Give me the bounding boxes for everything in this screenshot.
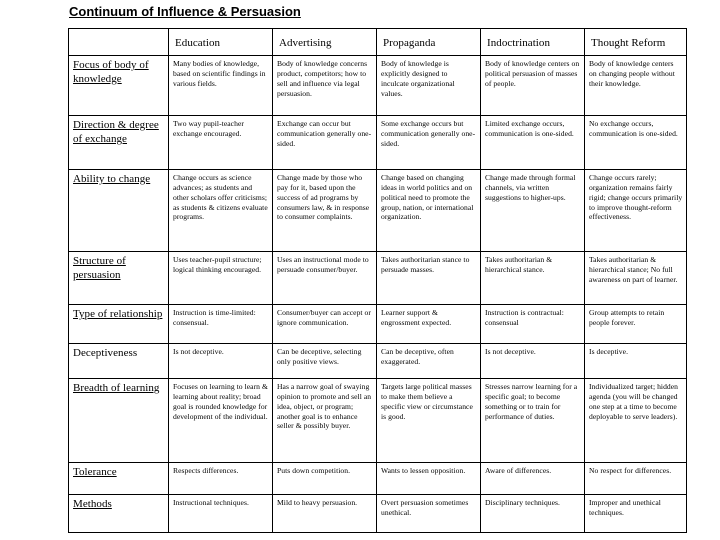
column-header-education: Education — [169, 29, 273, 56]
table-cell: No exchange occurs, communication is one-sided. — [585, 116, 687, 170]
continuum-table — [68, 28, 687, 533]
table-cell: Overt persuasion sometimes unethical. — [377, 495, 481, 533]
row-label: Methods — [69, 495, 169, 533]
table-cell: Consumer/buyer can accept or ignore communication. — [273, 305, 377, 344]
table-row — [69, 495, 687, 533]
table-cell: Group attempts to retain people forever. — [585, 305, 687, 344]
table-cell: Body of knowledge concerns product, competitors; how to sell and influence via legal persuasion. — [273, 56, 377, 116]
table-row — [69, 170, 687, 252]
table-cell: Change made by those who pay for it, based upon the success of ad programs by consumers law, & in response to consumer complaints. — [273, 170, 377, 252]
table-cell: Change occurs rarely; organization remains fairly rigid; change occurs primarily to improve thought-reform effectiveness. — [585, 170, 687, 252]
table-row — [69, 252, 687, 305]
row-label: Breadth of learning — [69, 379, 169, 463]
column-header-indoctrination: Indoctrination — [481, 29, 585, 56]
table-row — [69, 56, 687, 116]
column-header-thought-reform: Thought Reform — [585, 29, 687, 56]
table-cell: Disciplinary techniques. — [481, 495, 585, 533]
table-cell: Can be deceptive, often exaggerated. — [377, 344, 481, 379]
table-cell: No respect for differences. — [585, 463, 687, 495]
table-cell: Change occurs as science advances; as students and other scholars offer criticisms; as students & citizens evaluate programs. — [169, 170, 273, 252]
header-row — [69, 29, 687, 56]
row-label: Deceptiveness — [69, 344, 169, 379]
table-cell: Body of knowledge is explicitly designed to inculcate organizational values. — [377, 56, 481, 116]
table-cell: Takes authoritarian & hierarchical stance; No full awareness on part of learner. — [585, 252, 687, 305]
table-cell: Limited exchange occurs, communication is one-sided. — [481, 116, 585, 170]
row-label: Focus of body of knowledge — [69, 56, 169, 116]
table-cell: Many bodies of knowledge, based on scientific findings in various fields. — [169, 56, 273, 116]
table-cell: Two way pupil-teacher exchange encouraged. — [169, 116, 273, 170]
table-cell: Instruction is time-limited: consensual. — [169, 305, 273, 344]
table-cell: Improper and unethical techniques. — [585, 495, 687, 533]
table-cell: Uses an instructional mode to persuade consumer/buyer. — [273, 252, 377, 305]
table-cell: Has a narrow goal of swaying opinion to promote and sell an idea, object, or program; another goal is to enhance seller & possibly buyer. — [273, 379, 377, 463]
table-cell: Focuses on learning to learn & learning about reality; broad goal is rounded knowledge for development of the individual. — [169, 379, 273, 463]
table-cell: Some exchange occurs but communication generally one-sided. — [377, 116, 481, 170]
table-cell: Aware of differences. — [481, 463, 585, 495]
table-cell: Body of knowledge centers on political persuasion of masses of people. — [481, 56, 585, 116]
table-row — [69, 116, 687, 170]
table-row — [69, 305, 687, 344]
table-cell: Instruction is contractual: consensual — [481, 305, 585, 344]
column-header-propaganda: Propaganda — [377, 29, 481, 56]
table-cell: Learner support & engrossment expected. — [377, 305, 481, 344]
row-label: Direction & degree of exchange — [69, 116, 169, 170]
row-label: Ability to change — [69, 170, 169, 252]
table-cell: Takes authoritarian stance to persuade masses. — [377, 252, 481, 305]
row-label: Structure of persuasion — [69, 252, 169, 305]
page-title: Continuum of Influence & Persuasion — [69, 4, 301, 19]
table-cell: Change based on changing ideas in world politics and on political need to promote the group, nation, or international organization. — [377, 170, 481, 252]
row-label: Tolerance — [69, 463, 169, 495]
table-cell: Stresses narrow learning for a specific goal; to become something or to train for performance of duties. — [481, 379, 585, 463]
header-corner — [69, 29, 169, 56]
table-cell: Individualized target; hidden agenda (you will be changed one step at a time to become deployable to serve leaders). — [585, 379, 687, 463]
table-cell: Wants to lessen opposition. — [377, 463, 481, 495]
row-label: Type of relationship — [69, 305, 169, 344]
table-cell: Body of knowledge centers on changing people without their knowledge. — [585, 56, 687, 116]
table-row — [69, 463, 687, 495]
table-cell: Targets large political masses to make them believe a specific view or circumstance is good. — [377, 379, 481, 463]
table-cell: Is deceptive. — [585, 344, 687, 379]
table-cell: Instructional techniques. — [169, 495, 273, 533]
table-cell: Uses teacher-pupil structure; logical thinking encouraged. — [169, 252, 273, 305]
column-header-advertising: Advertising — [273, 29, 377, 56]
table-cell: Change made through formal channels, via written suggestions to higher-ups. — [481, 170, 585, 252]
table-row — [69, 344, 687, 379]
table-cell: Takes authoritarian & hierarchical stance. — [481, 252, 585, 305]
table-cell: Can be deceptive, selecting only positive views. — [273, 344, 377, 379]
table-cell: Respects differences. — [169, 463, 273, 495]
table-cell: Exchange can occur but communication generally one-sided. — [273, 116, 377, 170]
table-cell: Is not deceptive. — [169, 344, 273, 379]
table-cell: Puts down competition. — [273, 463, 377, 495]
table-cell: Mild to heavy persuasion. — [273, 495, 377, 533]
table-cell: Is not deceptive. — [481, 344, 585, 379]
table-row — [69, 379, 687, 463]
